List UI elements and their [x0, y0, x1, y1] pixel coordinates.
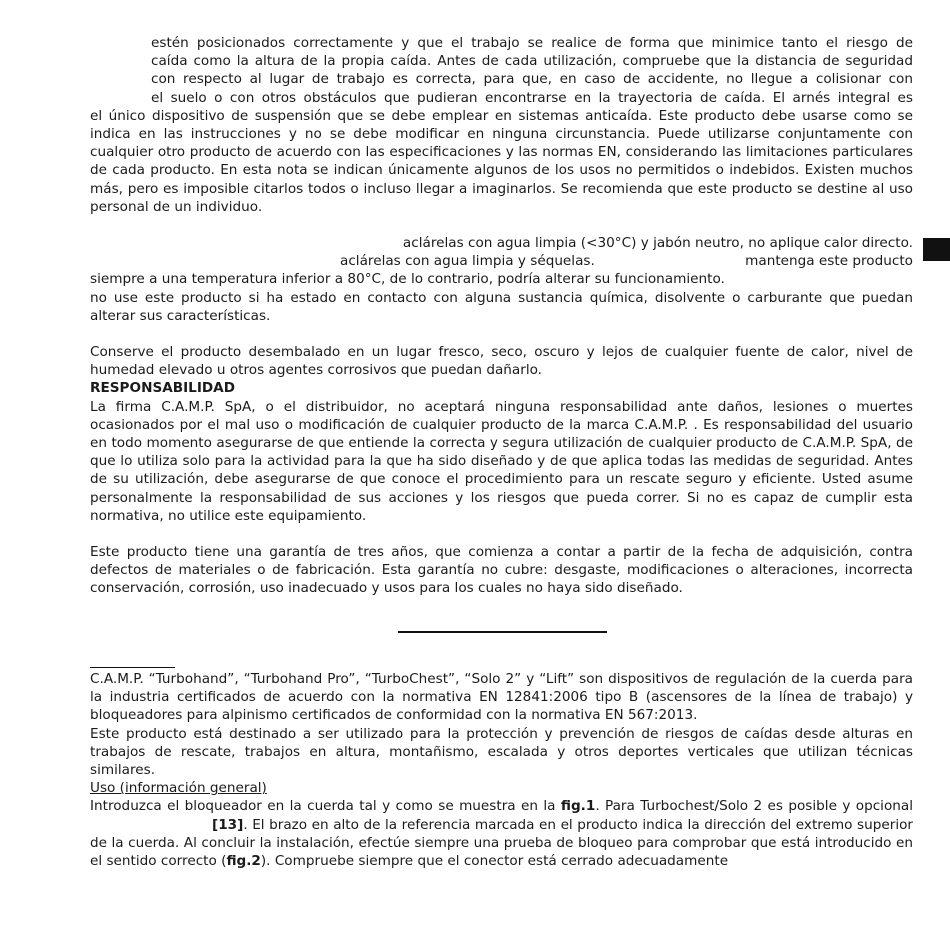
- care-keep-product: mantenga este producto: [745, 253, 913, 270]
- fig2-ref: fig.2: [226, 853, 261, 870]
- intro-rest: el único dispositivo de suspensión que se debe emplear en sistemas anticaída. Este producto debe usarse como se indica en las instrucciones y no se debe modificar en ninguna circunstancia. Puede utilizarse conjuntamente con cualquier otro producto de acuerdo con las especificaciones y las normas EN, considerando las limitaciones particulares de cada producto. En esta nota se indican únicamente algunos de los usos no permitidos o indebidos. Existen muchos más, pero es imposible citarlos todos o incluso llegar a imaginarlos. Se recomienda que este producto se destine al uso personal de un individuo.: [90, 107, 913, 215]
- fig1-ref: fig.1: [560, 798, 596, 815]
- care-section: [90, 234, 913, 325]
- section-divider: [398, 631, 607, 633]
- use-paragraph: [90, 816, 913, 871]
- responsibility-heading: RESPONSABILIDAD: [90, 380, 235, 397]
- care-chemicals: no use este producto si ha estado en contacto con alguna sustancia química, disolvente o carburante que puedan alterar sus características.: [90, 289, 913, 324]
- use-heading: Uso (información general): [90, 780, 267, 797]
- device-intro: C.A.M.P. “Turbohand”, “Turbohand Pro”, “TurboChest”, “Solo 2” y “Lift” son dispositivos de regulación de la cuerda para la industria certificados de acuerdo con la normativa EN 12841:2006 tipo B (ascensores de la línea de trabajo) y bloqueadores para alpinismo certificados de conformidad con la normativa EN 567:2013.: [90, 671, 913, 724]
- care-line-dry: [90, 252, 913, 270]
- responsibility-text: La firma C.A.M.P. SpA, o el distribuidor, no aceptará ninguna responsabilidad ante daños, lesiones o muertes ocasionados por el mal uso o modificación de cualquier producto de la marca C.A.M.P. . Es responsabilidad del usuario en todo momento asegurarse de que entiende la correcta y segura utilización de cualquier producto de C.A.M.P. SpA, de que lo utiliza solo para la actividad para la que ha sido diseñado y de que aplica todas las medidas de seguridad. Antes de su utilización, debe asegurarse de que conoce el procedimiento para un rescate seguro y eficiente. Usted asume personalmente la responsabilidad de sus acciones y los riesgos que pueda correr. Si no es capaz de cumplir esta normativa, no utilice este equipamiento.: [90, 398, 913, 524]
- use-text: . Para Turbochest/Solo 2 es posible y opcional: [595, 798, 913, 815]
- warranty-text: Este producto tiene una garantía de tres años, que comienza a contar a partir de la fecha de adquisición, contra defectos de materiales o de fabricación. Esta garantía no cubre: desgaste, modificaciones o alteraciones, incorrecta conservación, corrosión, uso inadecuado y usos para los cuales no haya sido diseñado.: [90, 544, 913, 597]
- device-section: [90, 670, 913, 870]
- intro-line: estén posicionados correctamente y que el trabajo se realice de forma que minimice tanto el riesgo de: [151, 35, 913, 51]
- use-text: Introduzca el bloqueador en la cuerda tal y como se muestra en la: [90, 798, 556, 815]
- device-purpose: Este producto está destinado a ser utilizado para la protección y prevención de riesgos de caídas desde alturas en trabajos de rescate, trabajos en altura, montañismo, escalada y otros deportes verticales que utilizan técnicas similares.: [90, 725, 913, 779]
- section-tab-marker: [923, 238, 950, 261]
- care-rinse-dry: aclárelas con agua limpia y séquelas.: [340, 253, 595, 270]
- care-line-rinse-soap: aclárelas con agua limpia (<30°C) y jabón neutro, no aplique calor directo.: [402, 235, 913, 251]
- intro-paragraph: [90, 34, 913, 216]
- intro-line: el suelo o con otros obstáculos que pudieran encontrarse en la trayectoria de caída. El arnés integral es: [151, 89, 913, 106]
- care-temperature: siempre a una temperatura inferior a 80°C, de lo contrario, podría alterar su funcionamiento.: [90, 271, 725, 288]
- storage-text: Conserve el producto desembalado en un lugar fresco, seco, oscuro y lejos de cualquier fuente de calor, nivel de humedad elevado u otros agentes corrosivos que puedan dañarlo.: [90, 344, 913, 379]
- warranty-paragraph: [90, 543, 913, 598]
- use-line-1: [90, 797, 913, 815]
- use-text: . El brazo en alto de la referencia marcada en el producto indica la dirección del extremo superior de la cuerda. Al concluir la instalación, efectúe siempre una prueba de bloqueo para comprobar que está introducido en el sentido correcto (: [90, 816, 913, 870]
- short-divider: [90, 667, 175, 668]
- storage-paragraph: [90, 343, 913, 525]
- intro-line: con respecto al lugar de trabajo es correcta, para que, en caso de accidente, no llegue a colisionar con: [151, 71, 913, 88]
- ref-13: [13]: [212, 816, 244, 833]
- intro-line: caída como la altura de la propia caída. Antes de cada utilización, compruebe que la distancia de seguridad: [151, 53, 913, 70]
- use-text: ). Compruebe siempre que el conector está cerrado adecuadamente: [260, 853, 729, 870]
